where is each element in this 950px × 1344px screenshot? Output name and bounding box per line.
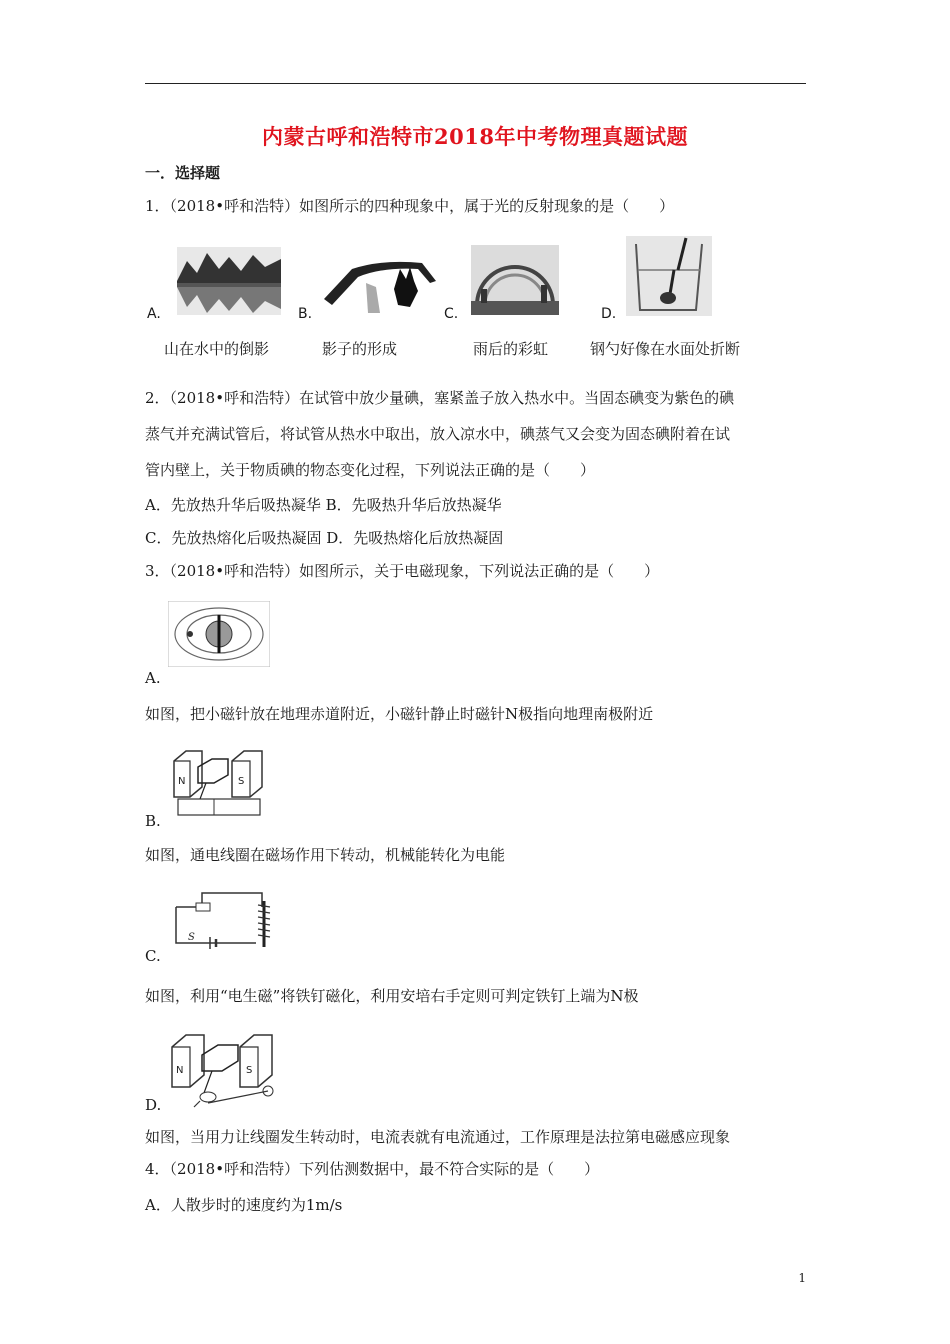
q1-stem: 1．（2018•呼和浩特）如图所示的四种现象中，属于光的反射现象的是（ ）	[145, 197, 675, 215]
page-number: 1	[798, 1271, 806, 1285]
q3-d-magnet-s-label: S	[246, 1065, 253, 1076]
q3-figure-a-earth-magnetic-field	[168, 601, 270, 667]
q1-image-b-shadow	[322, 257, 438, 315]
q2-stem-line-3: 管内壁上，关于物质碘的物态变化过程，下列说法正确的是（ ）	[145, 461, 596, 479]
q3-option-c-text: 如图，利用“电生磁”将铁钉磁化，利用安培右手定则可判定铁钉上端为N极	[145, 987, 639, 1005]
section-heading: 一．选择题	[145, 164, 221, 182]
q3-c-switch-label: S	[188, 932, 195, 943]
q2-options-ab: A．先放热升华后吸热凝华 B．先吸热升华后放热凝华	[145, 496, 502, 514]
q3-figure-c-electromagnet-circuit	[172, 887, 284, 949]
q3-option-d-letter: D.	[145, 1096, 162, 1114]
q1-image-a-mountain-reflection	[177, 247, 281, 315]
q4-stem: 4．（2018•呼和浩特）下列估测数据中，最不符合实际的是（ ）	[145, 1160, 600, 1178]
q1-option-c-letter: C.	[444, 306, 459, 322]
q3-b-magnet-n-label: N	[178, 776, 186, 787]
q1-option-b-letter: B.	[298, 306, 313, 322]
q1-option-a-caption: 山在水中的倒影	[164, 340, 270, 358]
q3-figure-b-motor-diagram	[168, 741, 270, 819]
page-title: 内蒙古呼和浩特市2018年中考物理真题试题	[262, 124, 688, 149]
q3-option-a-text: 如图，把小磁针放在地理赤道附近，小磁针静止时磁针N极指向地理南极附近	[145, 705, 654, 723]
q1-option-b-caption: 影子的形成	[322, 340, 398, 358]
q3-d-magnet-n-label: N	[176, 1065, 184, 1076]
q1-image-d-spoon-in-water	[626, 236, 712, 316]
q3-option-a-letter: A.	[145, 669, 161, 687]
q2-stem-line-2: 蒸气并充满试管后，将试管从热水中取出，放入凉水中，碘蒸气又会变为固态碘附着在试	[145, 425, 731, 443]
q3-option-b-text: 如图，通电线圈在磁场作用下转动，机械能转化为电能	[145, 846, 506, 864]
q1-option-d-letter: D.	[601, 306, 617, 322]
q2-options-cd: C．先放热熔化后吸热凝固 D．先吸热熔化后放热凝固	[145, 529, 504, 547]
q3-option-b-letter: B.	[145, 812, 161, 830]
q3-b-magnet-s-label: S	[238, 776, 245, 787]
q4-option-a: A．人散步时的速度约为1m/s	[145, 1196, 343, 1214]
q1-option-a-letter: A.	[147, 306, 161, 322]
q1-option-d-caption: 钢勺好像在水面处折断	[590, 340, 741, 358]
q3-option-c-letter: C.	[145, 947, 161, 965]
q1-option-c-caption: 雨后的彩虹	[473, 340, 549, 358]
q3-stem: 3．（2018•呼和浩特）如图所示，关于电磁现象，下列说法正确的是（ ）	[145, 562, 660, 580]
q2-stem-line-1: 2．（2018•呼和浩特）在试管中放少量碘，塞紧盖子放入热水中。当固态碘变为紫色的碘	[145, 389, 735, 407]
q3-figure-d-generator-diagram	[168, 1025, 280, 1109]
q1-image-c-rainbow	[471, 245, 559, 315]
header-rule	[145, 83, 806, 84]
q3-option-d-text: 如图，当用力让线圈发生转动时，电流表就有电流通过，工作原理是法拉第电磁感应现象	[145, 1128, 731, 1146]
